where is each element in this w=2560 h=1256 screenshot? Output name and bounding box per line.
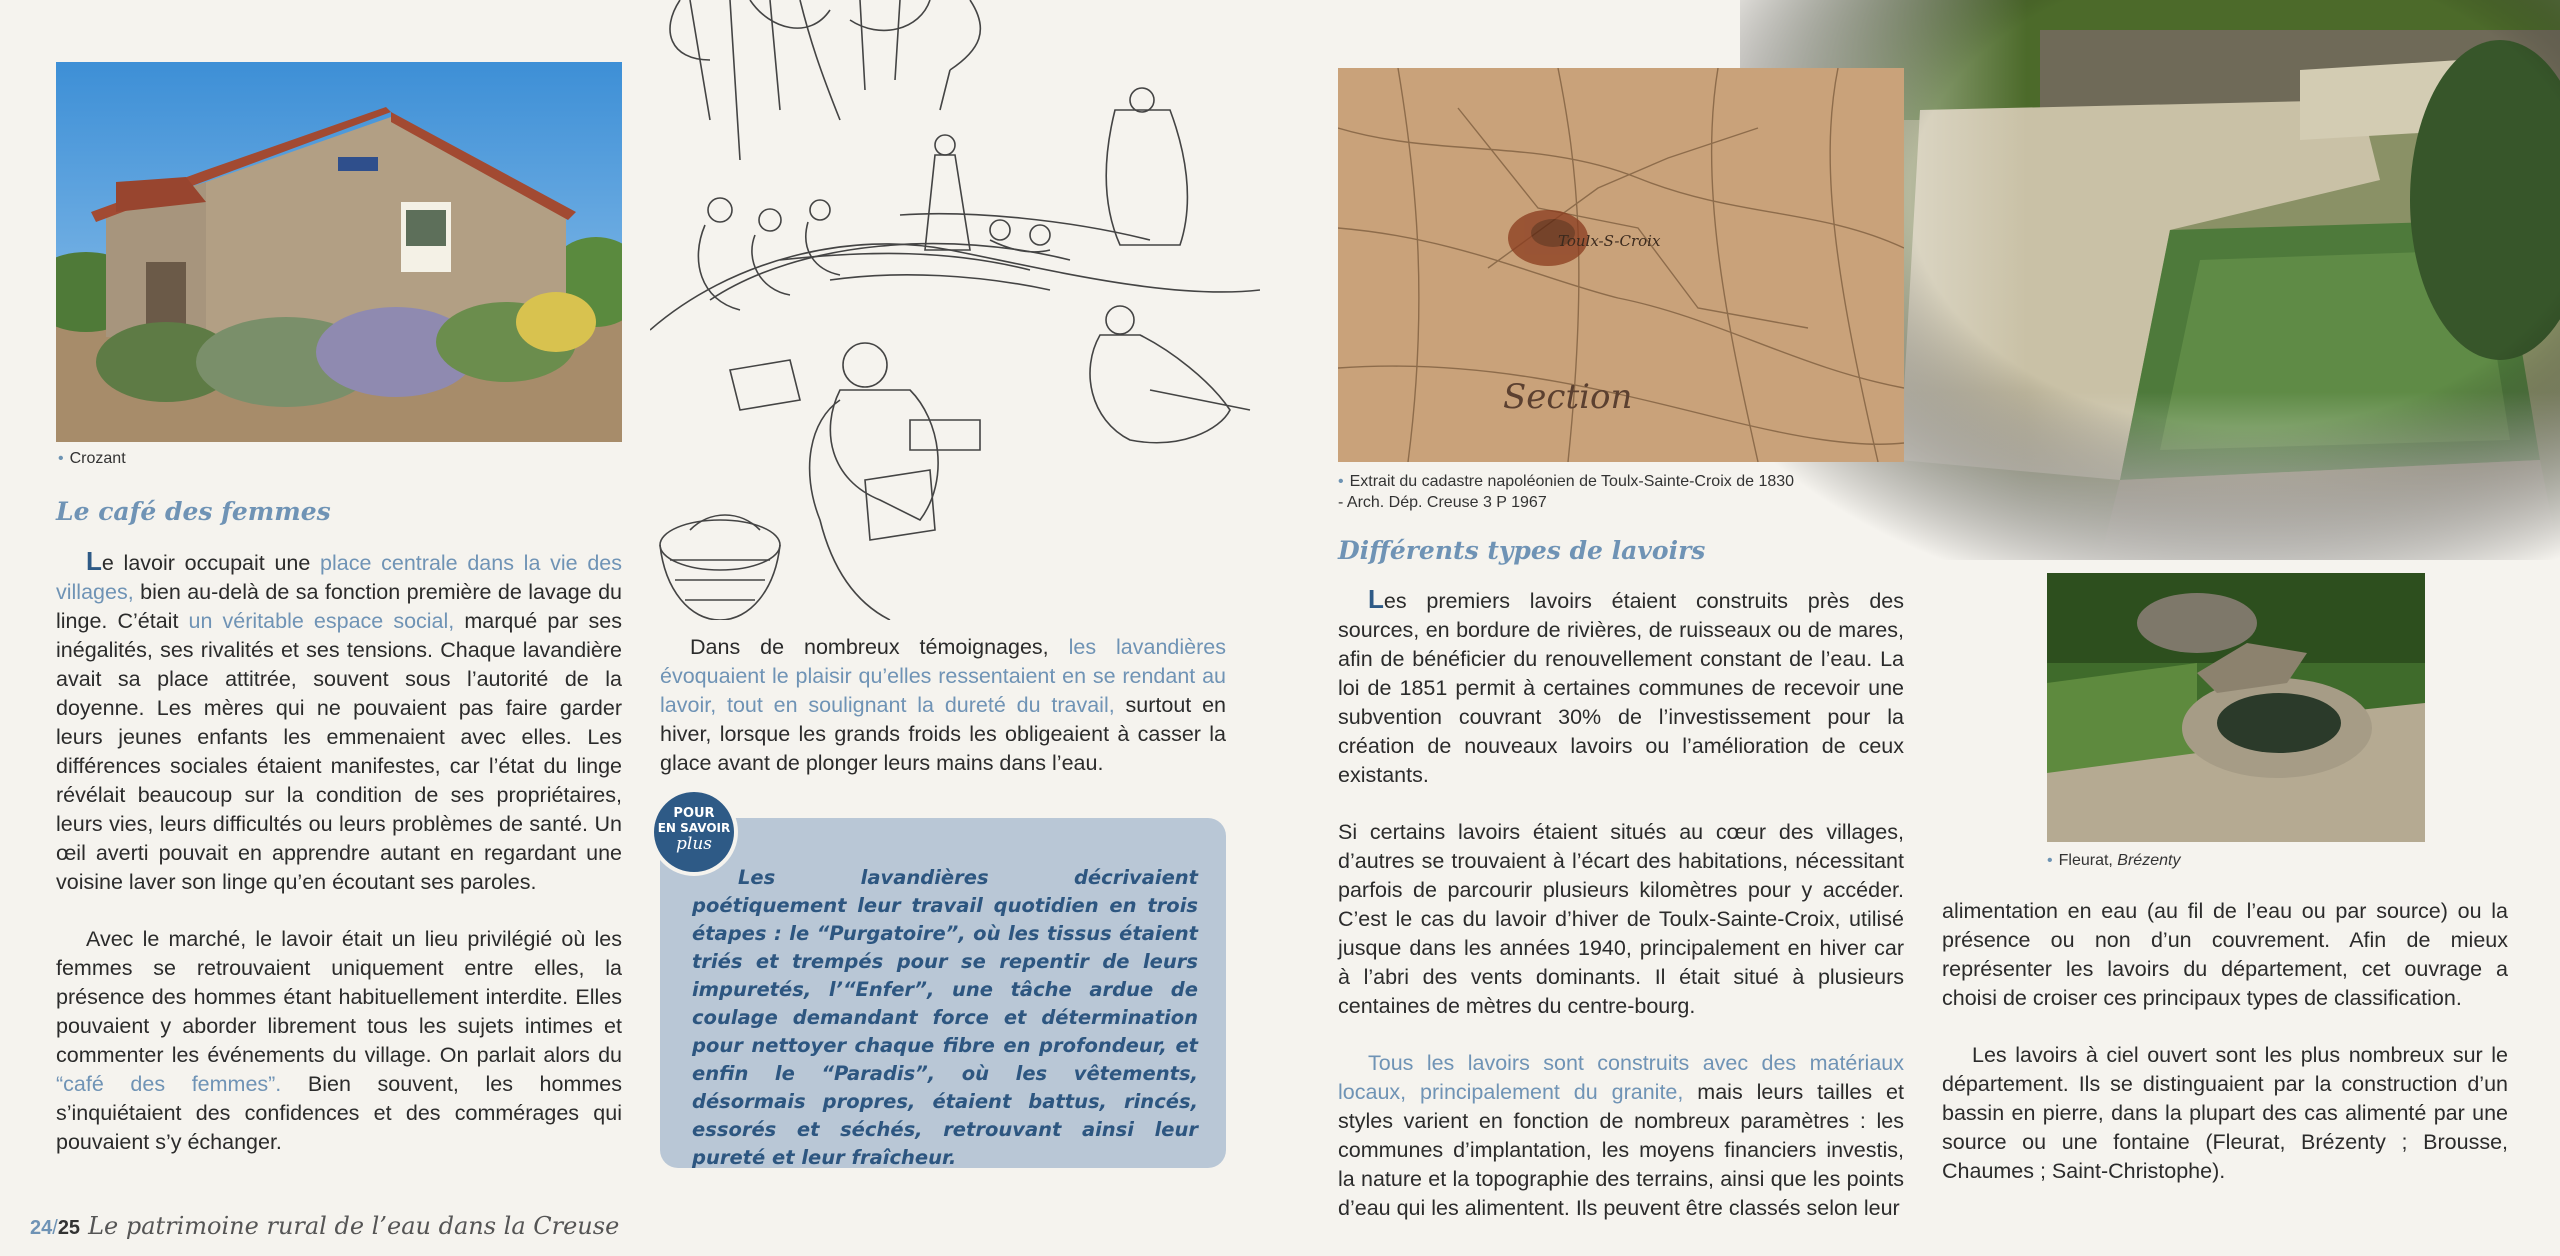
badge-line-2: EN SAVOIR bbox=[657, 821, 731, 835]
types-lavoirs-body bbox=[1338, 585, 1904, 1223]
map-caption-line-1 bbox=[1338, 471, 1794, 492]
text-run: Bien souvent, les hommes s’inquiétaient des confidences et des commérages qui pouvaient s’y échanger. bbox=[56, 1072, 622, 1154]
text-run: bien au-delà de sa fonction première de lavage du linge. C’était bbox=[56, 580, 622, 633]
dropcap: L bbox=[1368, 584, 1384, 614]
continued-paragraph-1: alimentation en eau (au fil de l’eau ou par source) ou la présence ou non d’un couvrement. Afin de mieux représenter les lavoirs du département, cet ouvrage a choisi de croiser ces principaux types de classification. bbox=[1942, 899, 2508, 1010]
cafe-heading: Le café des femmes bbox=[56, 497, 331, 526]
text-run: Dans de nombreux témoignages, bbox=[690, 635, 1069, 659]
continued-paragraph-2: Les lavoirs à ciel ouvert sont les plus nombreux sur le département. Ils se distinguaient par la construction d’un bassin en pierre, dans la plupart des cas alimenté par une source ou une fontaine (Fleurat, Brézenty ; Brousse, Chaumes ; Saint-Christophe). bbox=[1942, 1043, 2508, 1183]
lavoirs-continued-body bbox=[1942, 897, 2508, 1186]
map-caption-text-2: - Arch. Dép. Creuse 3 P 1967 bbox=[1338, 494, 1547, 511]
fleurat-caption-place: Fleurat, bbox=[2058, 852, 2118, 869]
crozant-caption bbox=[58, 450, 126, 468]
page-number-slash: / bbox=[52, 1217, 58, 1239]
types-paragraph-2: Si certains lavoirs étaient situés au cœur des villages, d’autres se trouvaient à l’écart des habitations, nécessitant parfois de parcourir plusieurs kilomètres pour y accéder. C’est le cas du lavoir d’hiver de Toulx-Sainte-Croix, utilisé jusque dans les années 1940, principalement en hiver car à l’abri des vents dominants. Il était situé à plusieurs centaines de mètres du centre-bourg. bbox=[1338, 820, 1904, 1018]
crozant-photo-illustration bbox=[56, 62, 622, 442]
highlight-run: Tous les lavoirs sont construits avec des matériaux locaux, principalement du granite, bbox=[1338, 1051, 1904, 1104]
text-run: e lavoir occupait une bbox=[101, 551, 321, 575]
cadastre-map-illustration bbox=[1338, 68, 1904, 462]
badge-line-3: plus bbox=[676, 834, 712, 854]
en-savoir-plus-badge bbox=[654, 792, 734, 872]
map-section-label: Section bbox=[1503, 377, 1633, 417]
highlight-run: place centrale dans la vie des villages, bbox=[56, 551, 622, 604]
highlight-run: un véritable espace social, bbox=[188, 609, 455, 633]
publication-title: Le patrimoine rural de l’eau dans la Creuse bbox=[88, 1212, 620, 1240]
map-caption-text-1: Extrait du cadastre napoléonien de Toulx-Sainte-Croix de 1830 bbox=[1349, 473, 1795, 490]
en-savoir-plus-box bbox=[660, 818, 1226, 1168]
cafe-body bbox=[56, 547, 622, 1157]
badge-line-1: POUR bbox=[673, 806, 715, 821]
types-paragraph-3 bbox=[1338, 1049, 1904, 1223]
sketch-illustration bbox=[650, 0, 1260, 620]
fleurat-photo-illustration bbox=[2047, 573, 2425, 842]
temoignages-body bbox=[660, 633, 1226, 778]
cafe-paragraph-1 bbox=[56, 547, 622, 897]
washerwomen-sketch bbox=[650, 0, 1260, 620]
dropcap: L bbox=[86, 546, 102, 576]
caption-bullet: • bbox=[1338, 473, 1344, 490]
types-lavoirs-heading: Différents types de lavoirs bbox=[1338, 536, 1706, 565]
caption-bullet: • bbox=[58, 450, 64, 467]
crozant-caption-text: Crozant bbox=[69, 450, 126, 467]
map-town-label: Toulx-S-Croix bbox=[1558, 232, 1661, 250]
footer bbox=[30, 1212, 619, 1240]
cafe-paragraph-2 bbox=[56, 925, 622, 1157]
temoignages-paragraph bbox=[660, 633, 1226, 778]
text-run: marqué par ses inégalités, ses rivalités et ses tensions. Chaque lavandière avait sa place attitrée, souvent sous l’autorité de la doyenne. Les mères qui ne pouvaient pas faire garder leurs jeunes enfants les emmenaient avec elles. Les différences sociales étaient manifestes, car l’état du linge révélait beaucoup sur la condition de ses propriétaires, leurs vies, leurs difficultés ou leurs problèmes de santé. Un œil averti pouvait en apprendre autant en regardant une voisine laver son linge qu’en écoutant ses paroles. bbox=[56, 609, 622, 894]
map-caption bbox=[1338, 471, 1794, 513]
highlight-run: les lavandières évoquaient le plaisir qu’elles ressentaient en se rendant au lavoir, tout en soulignant la dureté du travail, bbox=[660, 635, 1226, 717]
highlight-run: “café des femmes”. bbox=[56, 1072, 282, 1096]
types-paragraph-1 bbox=[1338, 585, 1904, 790]
text-run: mais leurs tailles et styles varient en fonction de nombreux paramètres : les communes d’implantation, les moyens financiers investis, la nature et la topographie des terrains, ainsi que les points d’eau qui les alimentent. Ils peuvent être classés selon leur bbox=[1338, 1080, 1904, 1220]
fleurat-photo bbox=[2047, 573, 2425, 842]
text-run: Avec le marché, le lavoir était un lieu privilégié où les femmes se retrouvaient uniquement entre elles, la présence des hommes étant habituellement interdite. Elles pouvaient y aborder librement tous les sujets intimes et commenter les événements du village. On parlait alors du bbox=[56, 927, 622, 1067]
caption-bullet: • bbox=[2047, 852, 2053, 869]
en-savoir-plus-text: Les lavandières décrivaient poétiquement leur travail quotidien en trois étapes : le “Purgatoire”, où les tissus étaient triés et trempés pour se repentir de leurs impuretés, l’“Enfer”, une tâche ardue de coulage demandant force et détermination pour nettoyer chaque fibre en profondeur, et enfin le “Paradis”, où les vêtements, désormais propres, étaient battus, rincés, essorés et séchés, retrouvant ainsi leur pureté et leur fraîcheur. bbox=[692, 866, 1198, 1169]
page-number-right: 25 bbox=[57, 1217, 81, 1239]
cadastre-map bbox=[1338, 68, 1904, 462]
page-number-left: 24 bbox=[30, 1217, 53, 1239]
crozant-photo bbox=[56, 62, 622, 442]
fleurat-caption-commune: Brézenty bbox=[2117, 852, 2181, 869]
text-run: es premiers lavoirs étaient construits près des sources, en bordure de rivières, de ruisseaux ou de mares, afin de bénéficier du renouvellement constant de l’eau. La loi de 1851 permit à certaines communes de recevoir une subvention couvrant 30% de l’investissement pour la création de nouveaux lavoirs ou l’amélioration de ceux existants. bbox=[1338, 589, 1904, 787]
text-run: surtout en hiver, lorsque les grands froids les obligeaient à casser la glace avant de plonger leurs mains dans l’eau. bbox=[660, 693, 1227, 775]
fleurat-caption bbox=[2047, 852, 2180, 870]
